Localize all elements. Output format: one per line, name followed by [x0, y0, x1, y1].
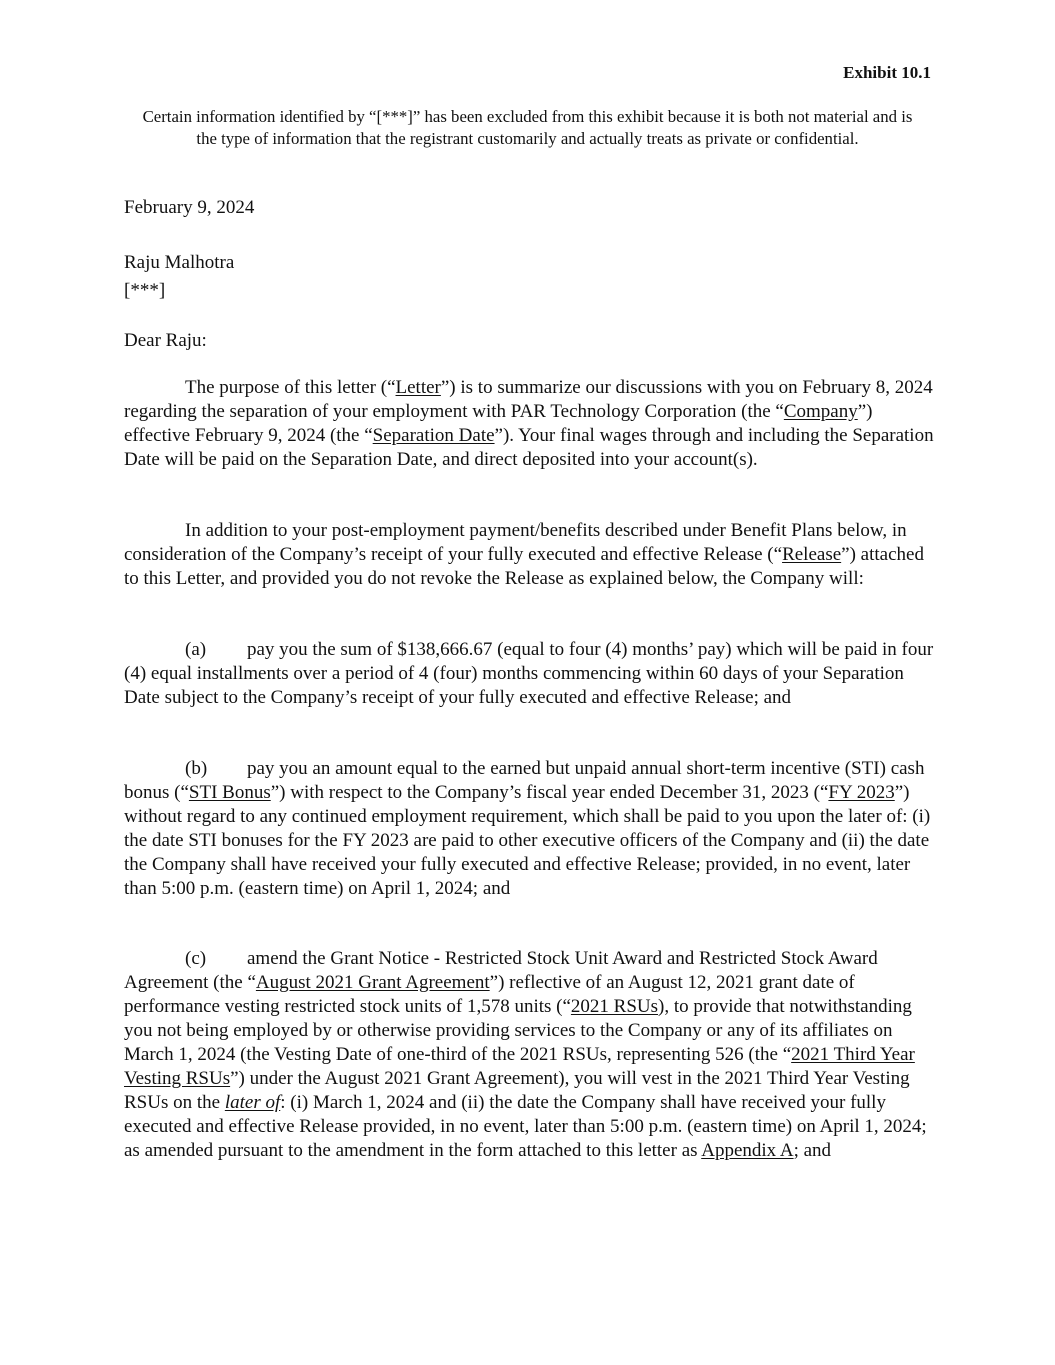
list-item-a [124, 638, 939, 710]
text-run: ”) without regard to any continued employment requirement, which shall be paid to you upon the later of: (i) the date STI bonuses for the FY 2023 are paid to other executive officers of the Company and (ii) the date the Company shall have received your fully executed and effective Release; provided, in no event, later than 5:00 p.m. (eastern time) on April 1, 2024; and [124, 782, 931, 899]
recipient-address: [***] [124, 280, 166, 301]
salutation: Dear Raju: [124, 330, 207, 351]
letter-date: February 9, 2024 [124, 197, 255, 218]
emphasis-later-of: later of [224, 1092, 281, 1113]
list-marker: (a) [185, 639, 207, 660]
defined-term-company: Company [783, 401, 858, 422]
text-run: ”) with respect to the Company’s fiscal year ended December 31, 2023 (“ [270, 782, 829, 803]
text-run: pay you the sum of $138,666.67 (equal to four (4) months’ pay) which will be paid in four (4) equal installments over a period of 4 (four) months commencing within 60 days of your Separation Date subject to the Company’s receipt of your fully executed and effective Release; and [124, 639, 934, 708]
paragraph-purpose [124, 376, 939, 472]
defined-term-release: Release [782, 544, 842, 565]
text-run: ”) reflective of an August 12, 2021 grant date of performance vesting restricted stock units of 1,578 units (“ [124, 972, 855, 1017]
defined-term-2021-rsus: 2021 RSUs [570, 996, 659, 1017]
list-marker: (c) [185, 948, 207, 969]
redaction-notice: Certain information identified by “[***]” has been excluded from this exhibit because it is both not material and is the type of information that the registrant customarily and actually treats as private or confidential. [142, 107, 913, 148]
text-run: ; and [793, 1140, 832, 1161]
defined-term-sti-bonus: STI Bonus [188, 782, 271, 803]
text-run: ”). Your final wages through and including the Separation Date will be paid on the Separation Date, and direct deposited into your account(s). [124, 425, 934, 470]
text-run: ), to provide that notwithstanding you not being employed by or otherwise providing services to the Company or any of its affiliates on March 1, 2024 (the Vesting Date of one-third of the 2021 RSUs, representing 526 (the “ [124, 996, 912, 1065]
text-run: ”) effective February 9, 2024 (the “ [124, 401, 873, 446]
text-run: pay you an amount equal to the earned but unpaid annual short-term incentive (STI) cash bonus (“ [124, 758, 925, 803]
text-run: ”) under the August 2021 Grant Agreement), you will vest in the 2021 Third Year Vesting RSUs on the [124, 1068, 910, 1113]
exhibit-label: Exhibit 10.1 [843, 63, 931, 82]
recipient-name: Raju Malhotra [124, 252, 235, 273]
defined-term-grant-agreement: August 2021 Grant Agreement [255, 972, 490, 993]
paragraph-consideration [124, 519, 939, 591]
text-run: ”) is to summarize our discussions with you on February 8, 2024 regarding the separation of your employment with PAR Technology Corporation (the “ [124, 377, 933, 422]
text-run: : (i) March 1, 2024 and (ii) the date the Company shall have received your fully executed and effective Release provided, in no event, later than 5:00 p.m. (eastern time) on April 1, 2024; as amended pursuant to the amendment in the form attached to this letter as [124, 1092, 927, 1161]
list-item-b [124, 757, 939, 901]
text-run: In addition to your post-employment payment/benefits described under Benefit Plans below, in consideration of the Company’s receipt of your fully executed and effective Release (“ [124, 520, 907, 565]
text-run: ”) attached to this Letter, and provided you do not revoke the Release as explained below, the Company will: [124, 544, 924, 589]
appendix-a-reference: Appendix A [701, 1140, 794, 1161]
defined-term-separation-date: Separation Date [372, 425, 495, 446]
defined-term-fy-2023: FY 2023 [828, 782, 895, 803]
list-item-c [124, 947, 939, 1163]
defined-term-third-year-rsus: 2021 Third Year Vesting RSUs [124, 1044, 915, 1089]
list-marker: (b) [185, 758, 208, 779]
text-run: amend the Grant Notice - Restricted Stock Unit Award and Restricted Stock Award Agreement (the “ [124, 948, 878, 993]
defined-term-letter: Letter [395, 377, 441, 398]
text-run: The purpose of this letter (“ [185, 377, 396, 398]
